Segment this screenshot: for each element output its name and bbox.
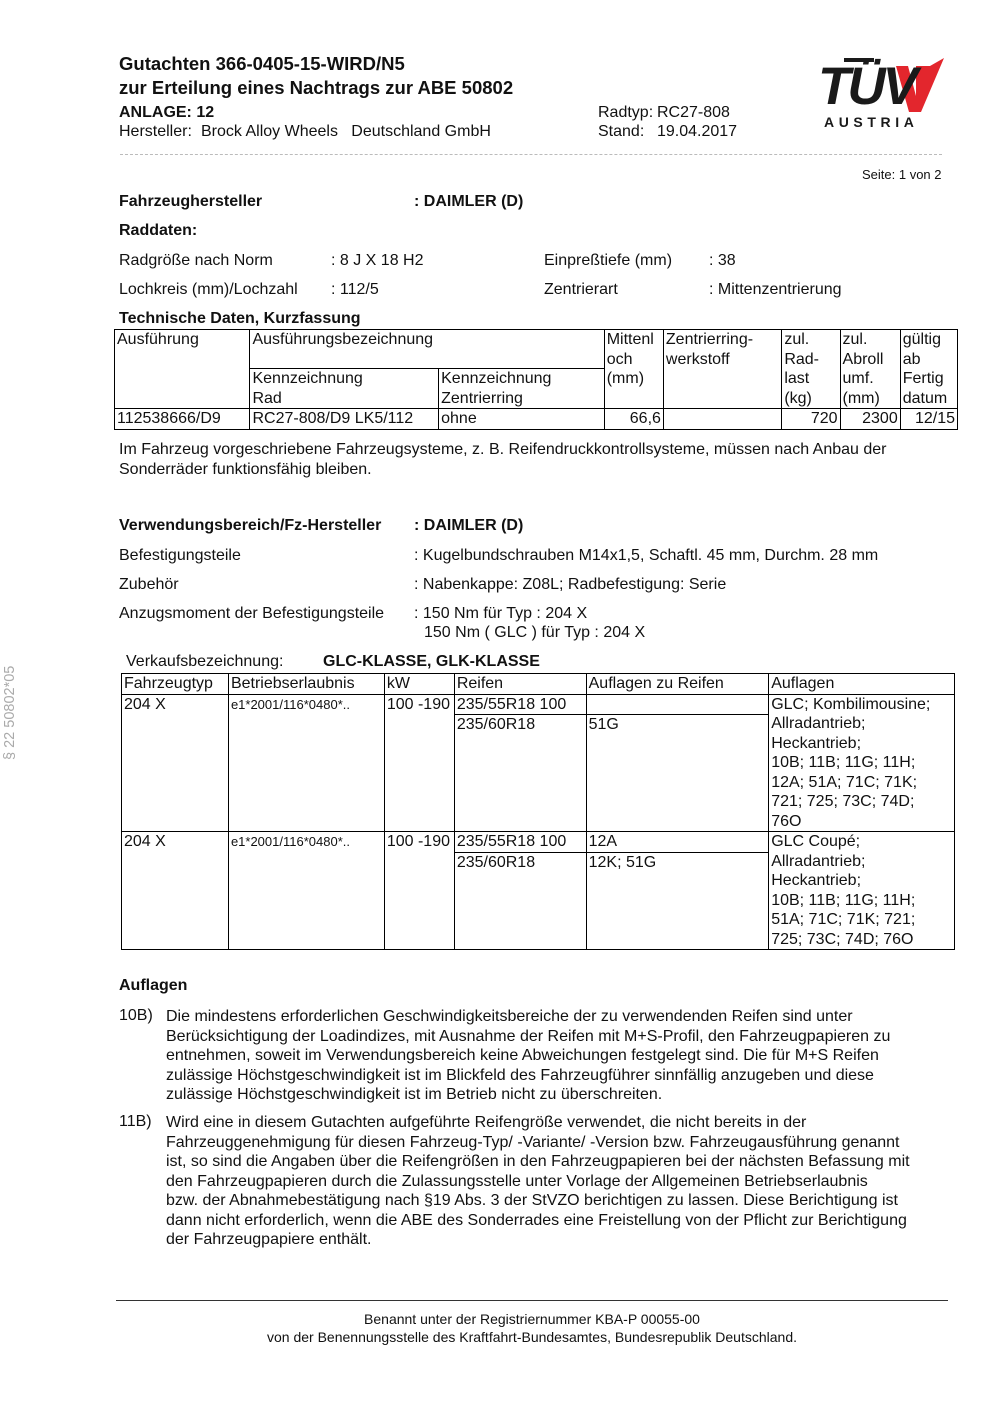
th-kennzeichnung-rad: Kennzeichnung Rad — [250, 369, 439, 409]
vth-auflagen: Auflagen — [769, 674, 955, 695]
cell-werkstoff — [663, 409, 781, 430]
logo-main-text: TÜV — [818, 57, 915, 116]
cell-reifen: 235/60R18 — [454, 853, 586, 950]
radtyp-label: Radtyp: — [598, 104, 654, 121]
cell-auflagen-reifen: 12K; 51G — [586, 853, 769, 950]
tech-data-row — [115, 409, 958, 430]
cell-abrollumfang: 2300 — [840, 409, 900, 430]
cell-radlast: 720 — [782, 409, 840, 430]
th-gueltig: gültig ab Fertig datum — [900, 330, 957, 409]
footer-divider — [116, 1300, 948, 1301]
zubehoer-label: Zubehör — [119, 576, 179, 593]
cell-fahrzeugtyp: 204 X — [122, 832, 229, 950]
th-mittenloch: Mittenl och (mm) — [604, 330, 663, 409]
stand-value: 19.04.2017 — [657, 123, 738, 140]
table-row — [122, 694, 955, 715]
fahrzeughersteller-value: : DAIMLER (D) — [414, 193, 524, 210]
stand-label: Stand: — [598, 123, 645, 140]
tuev-austria-logo — [818, 56, 946, 132]
cell-reifen: 235/55R18 100 — [454, 832, 586, 853]
hersteller-label: Hersteller: — [119, 123, 192, 140]
vth-kw: kW — [384, 674, 454, 695]
th-werkstoff: Zentrierring- werkstoff — [663, 330, 781, 409]
cell-mittenloch: 66,6 — [604, 409, 663, 430]
table-row — [122, 832, 955, 853]
tech-header-row — [115, 330, 958, 369]
vehicle-table-header — [122, 674, 955, 695]
anzugsmoment-label: Anzugsmoment der Befestigungsteile — [119, 605, 385, 622]
vth-auflagen-reifen: Auflagen zu Reifen — [586, 674, 769, 695]
footer-line1: Benannt unter der Registriernummer KBA-P 00055-00 — [364, 1311, 700, 1327]
th-abrollumfang: zul. Abroll umf. (mm) — [840, 330, 900, 409]
radgroesse-value: : 8 J X 18 H2 — [331, 252, 424, 269]
cell-auflagen: GLC; Kombilimousine; Allradantrieb; Heckantrieb; 10B; 11B; 11G; 11H; 12A; 51A; 71C; 71K; 721; 725; 73C; 74D; 76O — [769, 694, 955, 832]
cell-gueltig: 12/15 — [900, 409, 957, 430]
cell-reifen: 235/60R18 — [454, 715, 586, 832]
th-kennzeichnung-zentrierring: Kennzeichnung Zentrierring — [439, 369, 605, 409]
tech-table — [114, 329, 958, 430]
cell-betriebserlaubnis: e1*2001/116*0480*.. — [228, 694, 384, 832]
raddaten-heading: Raddaten: — [119, 222, 198, 239]
cell-auflagen-reifen — [586, 694, 769, 715]
verwendung-label: Verwendungsbereich/Fz-Hersteller — [119, 517, 382, 534]
anzugsmoment-value-2: 150 Nm ( GLC ) für Typ : 204 X — [424, 624, 646, 641]
befestigung-value: : Kugelbundschrauben M14x1,5, Schaftl. 45 mm, Durchm. 28 mm — [414, 547, 879, 564]
radgroesse-label: Radgröße nach Norm — [119, 252, 273, 269]
cell-reifen: 235/55R18 100 — [454, 694, 586, 715]
lochkreis-value: : 112/5 — [331, 281, 379, 298]
befestigung-label: Befestigungsteile — [119, 547, 241, 564]
page-info: Seite: 1 von 2 — [862, 167, 942, 182]
auflagen-heading: Auflagen — [119, 977, 188, 994]
doc-title-line1: Gutachten 366-0405-15-WIRD/N5 — [119, 53, 405, 74]
verkauf-value: GLC-KLASSE, GLK-KLASSE — [323, 653, 540, 670]
cell-kennzeichnung-zentrierring: ohne — [439, 409, 605, 430]
th-ausfuehrungsbezeichnung: Ausführungsbezeichnung — [250, 330, 604, 369]
verkauf-label: Verkaufsbezeichnung: — [126, 653, 284, 670]
anzugsmoment-value-1: : 150 Nm für Typ : 204 X — [414, 605, 588, 622]
verwendung-value: : DAIMLER (D) — [414, 517, 524, 534]
note-fahrzeugsysteme: Im Fahrzeug vorgeschriebene Fahrzeugsysteme, z. B. Reifendruckkontrollsysteme, müssen nach Anbau der Sonderräder funktionsfähig bleiben. — [119, 441, 887, 478]
anlage: ANLAGE: 12 — [119, 104, 215, 121]
vehicle-table — [121, 673, 955, 950]
vth-reifen: Reifen — [454, 674, 586, 695]
cell-fahrzeugtyp: 204 X — [122, 694, 229, 832]
cell-kw: 100 -190 — [384, 694, 454, 832]
cell-auflagen: GLC Coupé; Allradantrieb; Heckantrieb; 10B; 11B; 11G; 11H; 51A; 71C; 71K; 721; 725; 73C; 74D; 76O — [769, 832, 955, 950]
cell-auflagen-reifen: 12A — [586, 832, 769, 853]
auflage-10b-label: 10B) — [119, 1007, 153, 1024]
doc-title-line2: zur Erteilung eines Nachtrags zur ABE 50802 — [119, 77, 514, 98]
cell-kennzeichnung-rad: RC27-808/D9 LK5/112 — [250, 409, 439, 430]
hersteller-value: Brock Alloy Wheels Deutschland GmbH — [201, 123, 491, 140]
cell-kw: 100 -190 — [384, 832, 454, 950]
einpresstiefe-label: Einpreßtiefe (mm) — [544, 252, 673, 269]
th-ausfuehrung: Ausführung — [115, 330, 250, 409]
zentrierart-label: Zentrierart — [544, 281, 618, 298]
tech-heading: Technische Daten, Kurzfassung — [119, 310, 361, 327]
cell-auflagen-reifen: 51G — [586, 715, 769, 832]
radtyp-value: RC27-808 — [657, 104, 730, 121]
cell-ausfuehrung: 112538666/D9 — [115, 409, 250, 430]
side-note: § 22 50802*05 — [2, 665, 18, 760]
cell-betriebserlaubnis: e1*2001/116*0480*.. — [228, 832, 384, 950]
vth-betriebserlaubnis: Betriebserlaubnis — [228, 674, 384, 695]
header-divider — [120, 154, 942, 155]
footer-line2: von der Benennungsstelle des Kraftfahrt-Bundesamtes, Bundesrepublik Deutschland. — [267, 1329, 797, 1345]
auflage-11b-text: Wird eine in diesem Gutachten aufgeführte Reifengröße verwendet, die nicht bereits in der Fahrzeuggenehmigung für diesen Fahrzeug-Typ/ -Variante/ -Version bzw. Fahrzeugausführung genannt ist, so sind die Angaben über die Reifengrößen in den Fahrzeugpapieren bei der nächsten Befassung mit den Fahrzeugpapieren durch die Zulassungsstelle unter Vorlage der Allgemeinen Betriebserlaubnis bzw. der Abnahmebestätigung nach §19 Abs. 3 der StVZO berichtigen zu lassen. Diese Berichtigung ist dann nicht erforderlich, wenn die ABE des Sonderrades eine Freistellung von der Pflicht zur Berichtigung der Fahrzeugpapiere enthält. — [166, 1114, 910, 1248]
vth-fahrzeugtyp: Fahrzeugtyp — [122, 674, 229, 695]
zubehoer-value: : Nabenkappe: Z08L; Radbefestigung: Serie — [414, 576, 727, 593]
th-radlast: zul. Rad- last (kg) — [782, 330, 840, 409]
lochkreis-label: Lochkreis (mm)/Lochzahl — [119, 281, 298, 298]
zentrierart-value: : Mittenzentrierung — [709, 281, 842, 298]
auflage-11b-label: 11B) — [119, 1113, 152, 1130]
logo-sub-text: AUSTRIA — [824, 114, 919, 130]
auflage-10b-text: Die mindestens erforderlichen Geschwindigkeitsbereiche der zu verwendenden Reifen sind unter Berücksichtigung der Loadindizes, mit Ausnahme der Reifen mit M+S-Profil, den Fahrzeugpapieren zu entnehmen, soweit im Verwendungsbereich keine Abweichungen festgelegt sind. Die für M+S Reifen zulässige Höchstgeschwindigkeit ist im Blickfeld des Fahrzeugführer sinnfällig anzugeben und diese zulässige Höchstgeschwindigkeit ist im Betrieb nicht zu überschreiten. — [166, 1008, 891, 1103]
einpresstiefe-value: : 38 — [709, 252, 736, 269]
fahrzeughersteller-label: Fahrzeughersteller — [119, 193, 263, 210]
